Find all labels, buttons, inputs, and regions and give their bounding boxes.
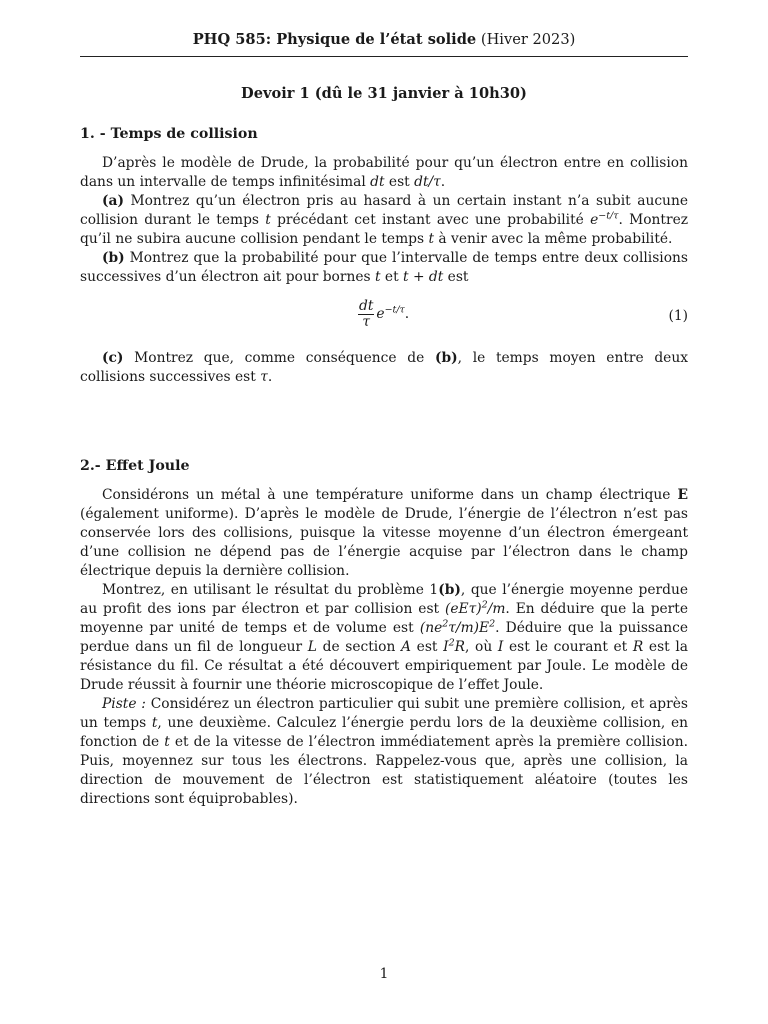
text: Montrez que la probabilité pour que l’intervalle de temps entre deux collisions successives d’un électron ait pour bornes	[80, 250, 688, 285]
text: (également uniforme). D’après le modèle de Drude, l’énergie de l’électron n’est pas conservée lors des collisions, puisque la vitesse moyenne d’un électron émergeant d’une collision ne dépend pas de l’énergie acquise par l’électron dans le champ électrique depuis la dernière collision.	[80, 506, 688, 579]
text: , le temps moyen entre deux collisions successives est	[80, 350, 688, 385]
math-part: I	[443, 639, 449, 655]
math-I2R	[443, 639, 465, 655]
text: précédant cet instant avec une probabilité	[270, 212, 591, 228]
math-exponent: 2	[489, 618, 496, 630]
part-reference: (b)	[434, 350, 458, 366]
assignment-title: Devoir 1 (dû le 31 janvier à 10h30)	[241, 85, 527, 102]
text: est	[411, 639, 444, 655]
text: à venir avec la même probabilité.	[434, 231, 673, 247]
math-t: t	[164, 734, 170, 750]
section-2-paragraph-1	[80, 486, 688, 581]
section-1-part-b	[80, 249, 688, 287]
section-1-heading: 1. - Temps de collision	[80, 126, 258, 142]
math-energy-loss	[445, 601, 505, 617]
text: . En déduire que la perte moyenne par unité de temps et de volume est	[80, 601, 688, 636]
equation-body	[358, 299, 409, 330]
text: et de la vitesse de l’électron immédiatement après la première collision. Puis, moyennez sur tous les électrons. Rappelez-vous que, après une collision, la direction de mouvement de l’électron est statistiquement aléatoire (toutes les directions sont équiprobables).	[80, 734, 688, 807]
math-part: τ/m)E	[448, 620, 490, 636]
math-exponential	[590, 212, 618, 228]
fraction-denominator: τ	[362, 314, 371, 330]
text: , une deuxième. Calculez l’énergie perdu lors de la deuxième collision, en fonction de	[80, 715, 688, 750]
text: Montrez qu’un électron pris au hasard à un certain instant n’a subit aucune collision durant le temps	[80, 193, 688, 228]
text: est le courant et	[503, 639, 633, 655]
part-label: (c)	[102, 350, 124, 366]
math-power-density	[420, 620, 495, 636]
math-part: R	[454, 639, 466, 655]
text: . Déduire que la puissance perdue dans un fil de longueur	[80, 620, 688, 655]
equation-1	[80, 297, 688, 339]
text: est	[443, 269, 469, 285]
part-reference: (b)	[438, 582, 461, 598]
math-exponent: 2	[481, 599, 488, 611]
math-exponent: −t/τ	[384, 304, 405, 316]
section-1-intro	[80, 154, 688, 192]
text: Montrez que, comme conséquence de	[123, 350, 435, 366]
section-2-paragraph-2	[80, 581, 688, 695]
section-2-hint	[80, 695, 688, 809]
part-label: (b)	[102, 250, 125, 266]
text: , que l’énergie moyenne perdue au profit des ions par électron et par collision est	[80, 582, 688, 617]
math-t-plus-dt: t + dt	[403, 269, 444, 285]
equation-number: (1)	[668, 308, 688, 324]
text: est la résistance du fil. Ce résultat a été découvert empiriquement par Joule. Le modèle de Drude réussit à fournir une théorie microscopique de l’effet Joule.	[80, 639, 689, 693]
math-t: t	[428, 231, 435, 247]
section-1-part-a	[80, 192, 688, 249]
math-ratio: dt/τ	[414, 174, 441, 190]
text: .	[404, 306, 410, 322]
math-vector-E: E	[677, 487, 688, 503]
math-t: t	[265, 212, 271, 228]
math-tau: τ	[260, 369, 268, 385]
math-part: (eEτ)	[444, 601, 482, 617]
text: .	[267, 369, 273, 385]
math-exponent: 2	[442, 618, 449, 630]
text: et	[380, 269, 404, 285]
section-2-heading: 2.- Effet Joule	[80, 458, 190, 474]
text: .	[440, 174, 446, 190]
math-t: t	[374, 269, 381, 285]
text: de section	[316, 639, 402, 655]
section-2	[80, 457, 688, 809]
math-dt: dt	[370, 174, 385, 190]
math-base: e	[376, 306, 385, 322]
section-1-part-c	[80, 349, 688, 387]
page-header	[80, 30, 688, 50]
math-base: e	[590, 212, 599, 228]
course-title: PHQ 585: Physique de l’état solide	[192, 31, 477, 48]
fraction-numerator: dt	[359, 298, 374, 314]
text: est	[384, 174, 415, 190]
page-number: 1	[379, 966, 389, 982]
text: Considérons un métal à une température uniforme dans un champ électrique	[102, 487, 678, 503]
math-exponent: −t/τ	[598, 210, 619, 222]
text: , où	[465, 639, 498, 655]
text: . Montrez qu’il ne subira aucune collision pendant le temps	[80, 212, 689, 247]
math-exponent: 2	[448, 637, 455, 649]
math-part: (ne	[419, 620, 443, 636]
course-term: (Hiver 2023)	[480, 31, 576, 48]
text: D’après le modèle de Drude, la probabilité pour qu’un électron entre en collision dans un intervalle de temps infinitésimal	[80, 155, 688, 190]
hint-label: Piste :	[102, 696, 146, 712]
part-label: (a)	[102, 193, 124, 209]
math-R: R	[632, 639, 644, 655]
math-L: L	[307, 639, 317, 655]
header-rule	[80, 56, 688, 57]
text: Considérez un électron particulier qui subit une première collision, et après un temps	[80, 696, 688, 731]
equation-exponential	[376, 305, 409, 324]
document-content	[80, 84, 688, 809]
math-I: I	[497, 639, 504, 655]
math-t: t	[151, 715, 158, 731]
fraction	[358, 299, 374, 330]
text: Montrez, en utilisant le résultat du problème 1	[102, 582, 439, 598]
math-part: /m	[487, 601, 506, 617]
math-A: A	[401, 639, 412, 655]
